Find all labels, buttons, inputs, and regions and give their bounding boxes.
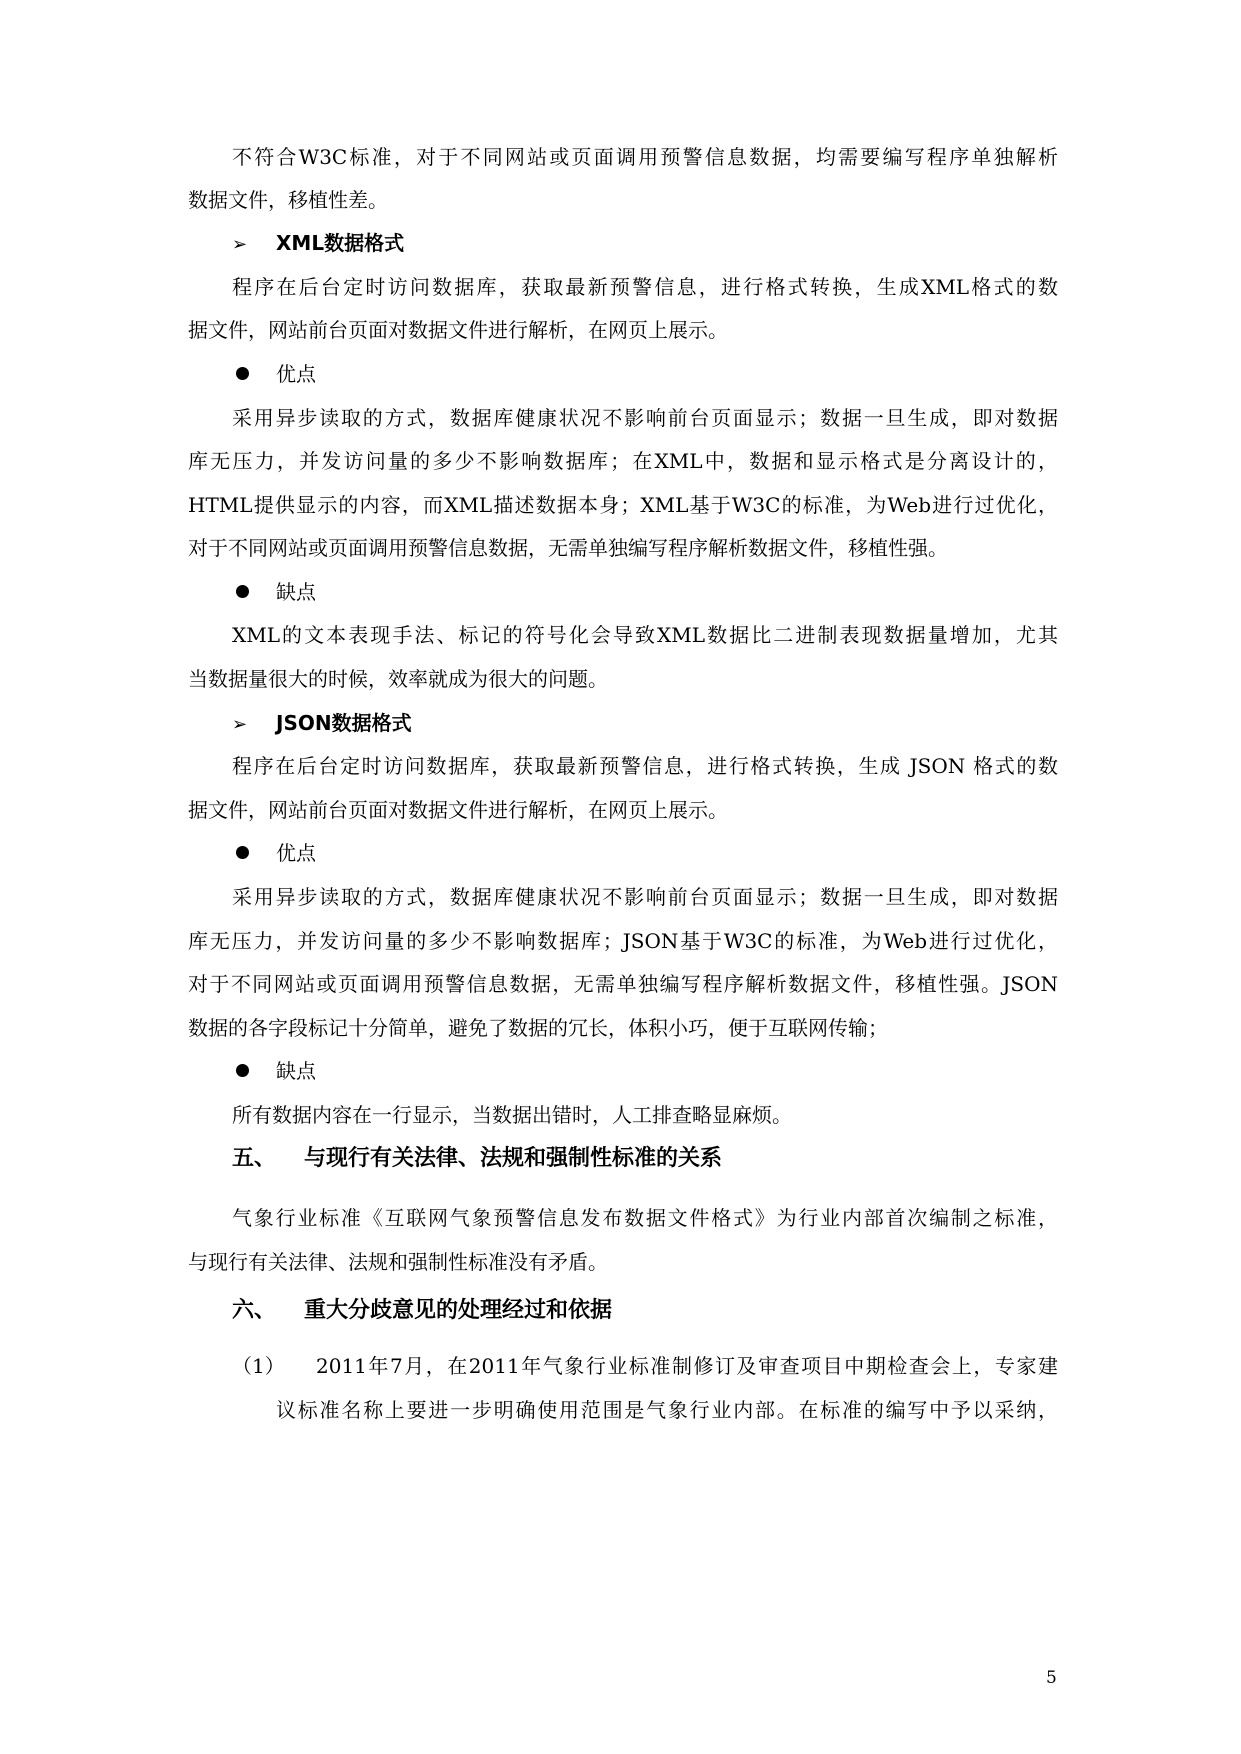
section-title: 重大分歧意见的处理经过和依据	[304, 1298, 613, 1323]
label-text: 优点	[276, 841, 316, 865]
paragraph-line: 采用异步读取的方式，数据库健康状况不影响前台页面显示；数据一旦生成，即对数据	[232, 885, 1058, 909]
xml-pros-label	[232, 360, 316, 388]
dot-bullet-icon	[236, 1064, 249, 1077]
arrow-bullet-icon: ➢	[232, 714, 248, 735]
xml-cons-label	[232, 578, 316, 606]
paragraph-line: HTML提供显示的内容，而XML描述数据本身；XML基于W3C的标准，为Web进行过优化，	[188, 493, 1058, 517]
dot-bullet-icon	[236, 367, 249, 380]
paragraph-line: 与现行有关法律、法规和强制性标准没有矛盾。	[188, 1250, 608, 1274]
paragraph-line: 对于不同网站或页面调用预警信息数据，无需单独编写程序解析数据文件，移植性强。JSON	[188, 972, 1058, 996]
paragraph-line: 数据的各字段标记十分简单，避免了数据的冗长，体积小巧，便于互联网传输；	[188, 1016, 888, 1040]
paragraph-line: 据文件，网站前台页面对数据文件进行解析，在网页上展示。	[188, 798, 728, 822]
section-title: 与现行有关法律、法规和强制性标准的关系	[304, 1146, 723, 1171]
label-text: 优点	[276, 362, 316, 386]
json-pros-label	[232, 839, 316, 867]
list-item-number: （1）	[232, 1354, 285, 1378]
paragraph-line: 库无压力，并发访问量的多少不影响数据库；在XML中，数据和显示格式是分离设计的，	[188, 449, 1058, 473]
section-number: 五、	[232, 1146, 277, 1171]
list-item-line: 议标准名称上要进一步明确使用范围是气象行业内部。在标准的编写中予以采纳，	[276, 1398, 1058, 1422]
paragraph-line: 程序在后台定时访问数据库，获取最新预警信息，进行格式转换，生成XML格式的数	[232, 275, 1058, 299]
paragraph-line: 程序在后台定时访问数据库，获取最新预警信息，进行格式转换，生成 JSON 格式的数	[232, 754, 1058, 778]
section-heading	[232, 1144, 722, 1174]
arrow-bullet-icon: ➢	[232, 234, 248, 255]
section-heading	[232, 1296, 612, 1326]
heading-text: XML数据格式	[276, 231, 405, 255]
paragraph-line: 气象行业标准《互联网气象预警信息发布数据文件格式》为行业内部首次编制之标准，	[232, 1206, 1058, 1230]
paragraph-line: XML的文本表现手法、标记的符号化会导致XML数据比二进制表现数据量增加，尤其	[232, 623, 1058, 647]
label-text: 缺点	[276, 1059, 316, 1083]
dot-bullet-icon	[236, 585, 249, 598]
heading-text: JSON数据格式	[276, 711, 412, 735]
paragraph-line: 不符合W3C标准，对于不同网站或页面调用预警信息数据，均需要编写程序单独解析	[232, 145, 1058, 169]
json-format-heading	[232, 709, 412, 737]
label-text: 缺点	[276, 580, 316, 604]
page-number: 5	[1046, 1668, 1057, 1688]
list-item-line: 2011年7月，在2011年气象行业标准制修订及审查项目中期检查会上，专家建	[316, 1354, 1058, 1378]
paragraph-line: 数据文件，移植性差。	[188, 188, 388, 212]
xml-format-heading	[232, 229, 404, 257]
json-cons-label	[232, 1057, 316, 1085]
paragraph-line: 当数据量很大的时候，效率就成为很大的问题。	[188, 667, 608, 691]
section-number: 六、	[232, 1298, 277, 1323]
paragraph-line: 采用异步读取的方式，数据库健康状况不影响前台页面显示；数据一旦生成，即对数据	[232, 406, 1058, 430]
paragraph-line: 所有数据内容在一行显示，当数据出错时，人工排查略显麻烦。	[232, 1103, 792, 1127]
paragraph-line: 库无压力，并发访问量的多少不影响数据库；JSON基于W3C的标准，为Web进行过优化，	[188, 929, 1058, 953]
dot-bullet-icon	[236, 846, 249, 859]
paragraph-line: 据文件，网站前台页面对数据文件进行解析，在网页上展示。	[188, 318, 728, 342]
paragraph-line: 对于不同网站或页面调用预警信息数据，无需单独编写程序解析数据文件，移植性强。	[188, 536, 948, 560]
